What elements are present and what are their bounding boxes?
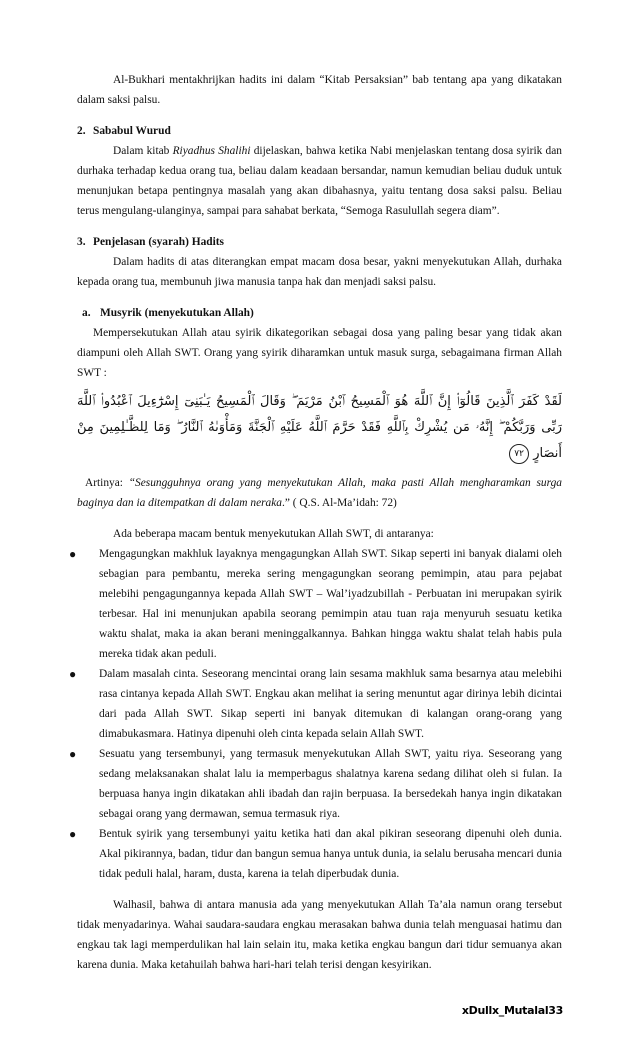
- bullet-icon: ●: [69, 547, 77, 561]
- list-item: ● Sesuatu yang tersembunyi, yang termasuk menyekutukan Allah SWT, yaitu riya. Seseorang yang sedang melaksanakan shalat lalu ia memperbagus shalatnya karena sedang dilihat oleh si fulan. Ia berpuasa hanya ingin dikatakan ahli ibadah dan rajin berpuasa. Ia bersedekah hanya ingin dikatakan sebagai orang yang dermawan, semua termasuk riya.: [77, 744, 562, 824]
- section-3-paragraph: Dalam hadits di atas diterangkan empat macam dosa besar, yakni menyekutukan Allah, durhaka kepada orang tua, membunuh jiwa manusia tanpa hak dan menjadi saksi palsu.: [77, 256, 562, 288]
- section-2-number: 2.: [77, 125, 86, 137]
- translation-text: “Sesungguhnya orang yang menyekutukan Allah, maka pasti Allah mengharamkan surga baginya dan ia ditempatkan di dalam neraka: [77, 477, 562, 509]
- intro-paragraph: Al-Bukhari mentakhrijkan hadits ini dalam “Kitab Persaksian” bab tentang apa yang dikatakan dalam saksi palsu.: [77, 74, 562, 106]
- subsection-a-heading: [77, 303, 562, 323]
- section-2-text-b: dijelaskan, bahwa ketika Nabi menjelaskan tentang dosa syirik dan durhaka terhadap kedua orang tua, beliau dalam keadaan bersandar, namun kemudian beliau duduk untuk menunjukan betapa pentingnya masalah yang akan dibahasnya, yaitu tentang dosa saksi palsu. Beliau terus mengulang-ulanginya, sampai para sahabat berkata, “Semoga Rasulullah segera diam”.: [77, 145, 562, 217]
- section-3-number: 3.: [77, 236, 86, 248]
- bullet-icon: ●: [69, 667, 77, 681]
- section-2-text-a: Dalam kitab: [113, 145, 173, 157]
- list-item: ● Bentuk syirik yang tersembunyi yaitu ketika hati dan akal pikiran seseorang dipenuhi oleh dunia. Akal pikirannya, badan, tidur dan bangun semua hanya untuk dunia, ia selalu berusaha mencari dunia tidak peduli halal, haram, dusta, karena ia telah diperbudak dunia.: [77, 824, 562, 884]
- section-2-book-title: Riyadhus Shalihi: [172, 145, 251, 157]
- section-3-title: Penjelasan (syarah) Hadits: [93, 236, 224, 248]
- section-3-heading: [77, 232, 562, 252]
- quran-verse: [77, 389, 562, 467]
- closing-paragraph: Walhasil, bahwa di antara manusia ada yang menyekutukan Allah Ta’ala namun orang tersebut tidak menyadarinya. Wahai saudara-saudara engkau merasakan bahwa dunia telah menguasai hatimu dan engkau tak lagi memperdulikan hal lain selain itu, maka ketika engkau bangun dari tidur semuanya akan karena dunia. Maka ketahuilah bahwa hari-hari telah terisi dengan kesyirikan.: [77, 899, 562, 971]
- section-2-title: Sababul Wurud: [93, 125, 171, 137]
- document-page: [69, 70, 562, 975]
- translation-reference: .” ( Q.S. Al-Ma’idah: 72): [282, 497, 397, 509]
- syirik-forms-list: [69, 544, 562, 884]
- quran-verse-text: لَقَدْ كَفَرَ ٱلَّذِينَ قَالُوٓا۟ إِنَّ ٱللَّهَ هُوَ ٱلْمَسِيحُ ٱبْنُ مَرْيَمَ ۖ وَقَالَ ٱلْمَسِيحُ يَـٰبَنِىٓ إِسْرَٰٓءِيلَ ٱعْبُدُوا۟ ٱللَّهَ رَبِّى وَرَبَّكُمْ ۖ إِنَّهُۥ مَن يُشْرِكْ بِٱللَّهِ فَقَدْ حَرَّمَ ٱللَّهُ عَلَيْهِ ٱلْجَنَّةَ وَمَأْوَىٰهُ ٱلنَّارُ ۖ وَمَا لِلظَّـٰلِمِينَ مِنْ أَنصَارٍ: [77, 394, 562, 461]
- translation-label: Artinya:: [85, 477, 129, 489]
- subsection-a-letter: a.: [82, 307, 91, 319]
- bullet-icon: ●: [69, 747, 77, 761]
- section-2-paragraph: [77, 141, 562, 221]
- list-item: ● Dalam masalah cinta. Seseorang mencintai orang lain sesama makhluk sama besarnya atau melebihi rasa cintanya kepada Allah SWT. Engkau akan melihat ia sering menuntut agar dirinya lebih dicintai dari pada Allah SWT. Sikap seperti ini banyak ditemukan di kalangan orang-orang yang dimabukasmara. Hatinya dipenuhi oleh cinta kepada selain Allah SWT.: [77, 664, 562, 744]
- subsection-a-paragraph: Mempersekutukan Allah atau syirik dikategorikan sebagai dosa yang paling besar yang tidak akan diampuni oleh Allah SWT. Orang yang syirik diharamkan untuk masuk surga, sebagaimana firman Allah SWT :: [77, 327, 562, 379]
- section-2-heading: [77, 121, 562, 141]
- ayah-number-badge: ٧٢: [509, 444, 529, 464]
- list-item: ● Mengagungkan makhluk layaknya mengagungkan Allah SWT. Sikap seperti ini banyak dialami oleh sebagian para pembantu, mereka sering mengagungkan seorang pemimpin, atau para pejabat melebihi pengagungannya kepada Allah SWT – Wal’iyadzubillah - Perbuatan ini merupakan syirik terbesar. Hal ini menunjukan apabila seorang pemimpin atau tuan raja menyuruh sesuatu ketika waktu shalat, maka ia akan berani meninggalkannya. Bahkan hingga waktu shalat telah habis pula mereka tidak akan peduli.: [77, 544, 562, 664]
- bullet-icon: ●: [69, 827, 77, 841]
- footer-watermark: xDullx_Mutalal33: [461, 1004, 563, 1017]
- translation-paragraph: [77, 473, 562, 513]
- subsection-a-title: Musyrik (menyekutukan Allah): [100, 307, 254, 319]
- list-intro: Ada beberapa macam bentuk menyekutukan Allah SWT, di antaranya:: [113, 528, 434, 540]
